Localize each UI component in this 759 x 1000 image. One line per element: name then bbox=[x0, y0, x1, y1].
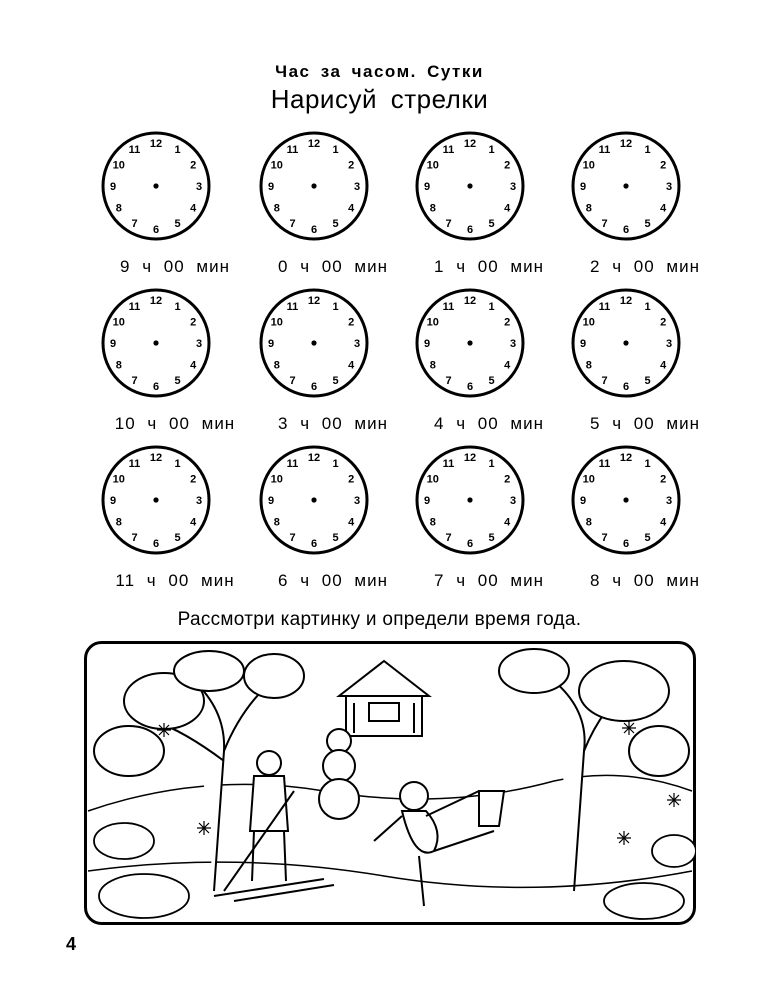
clock-numeral: 3 bbox=[509, 495, 517, 507]
clock-numeral: 7 bbox=[131, 532, 138, 545]
clock-numeral: 6 bbox=[152, 538, 160, 550]
clock-numeral: 10 bbox=[270, 159, 283, 172]
clock-numeral: 9 bbox=[423, 181, 431, 193]
clock-face-icon[interactable] bbox=[414, 130, 526, 246]
clock-numeral: 1 bbox=[332, 143, 339, 156]
clock-numeral: 2 bbox=[660, 316, 667, 329]
clock-numeral: 11 bbox=[442, 300, 455, 313]
clock-time-label: 3 ч 00 мин bbox=[278, 414, 388, 433]
clock-center-dot bbox=[467, 183, 472, 188]
clock-numeral: 4 bbox=[660, 359, 667, 372]
clock-exercise bbox=[100, 287, 250, 447]
clock-numeral: 10 bbox=[582, 159, 595, 172]
clock-center-dot bbox=[153, 183, 158, 188]
clock-numeral: 8 bbox=[585, 202, 592, 215]
clock-time-label: 2 ч 00 мин bbox=[590, 257, 700, 276]
clock-numeral: 7 bbox=[131, 375, 138, 388]
clock-numeral: 4 bbox=[190, 359, 197, 372]
clock-numeral: 6 bbox=[466, 538, 474, 550]
clock-numeral: 10 bbox=[426, 316, 439, 329]
clock-numeral: 3 bbox=[665, 338, 673, 350]
clock-numeral: 8 bbox=[585, 359, 592, 372]
clock-numeral: 11 bbox=[598, 143, 611, 156]
clock-numeral: 5 bbox=[644, 375, 651, 388]
clock-numeral: 10 bbox=[582, 473, 595, 486]
clock-numeral: 12 bbox=[307, 138, 321, 150]
clock-numeral: 1 bbox=[332, 300, 339, 313]
clock-numeral: 9 bbox=[267, 338, 275, 350]
clock-face-icon[interactable] bbox=[100, 130, 212, 246]
clock-time-label: 0 ч 00 мин bbox=[278, 257, 388, 276]
clock-numeral: 4 bbox=[348, 359, 355, 372]
clock-numeral: 5 bbox=[174, 532, 181, 545]
clock-numeral: 9 bbox=[267, 181, 275, 193]
clock-numeral: 4 bbox=[660, 202, 667, 215]
clock-numeral: 4 bbox=[660, 516, 667, 529]
clock-numeral: 7 bbox=[131, 218, 138, 231]
clock-numeral: 9 bbox=[579, 338, 587, 350]
clock-numeral: 1 bbox=[644, 300, 651, 313]
clock-numeral: 5 bbox=[332, 218, 339, 231]
clock-numeral: 9 bbox=[579, 495, 587, 507]
clock-numeral: 7 bbox=[445, 218, 452, 231]
clock-numeral: 8 bbox=[273, 202, 280, 215]
clock-numeral: 8 bbox=[429, 202, 436, 215]
clock-numeral: 7 bbox=[445, 375, 452, 388]
clock-numeral: 5 bbox=[644, 218, 651, 231]
clock-numeral: 10 bbox=[270, 316, 283, 329]
clock-numeral: 6 bbox=[152, 381, 160, 393]
clock-numeral: 8 bbox=[115, 516, 122, 529]
clock-time-label: 6 ч 00 мин bbox=[278, 571, 388, 590]
clock-center-dot bbox=[623, 183, 628, 188]
clock-numeral: 11 bbox=[286, 300, 299, 313]
clock-numeral: 11 bbox=[128, 143, 141, 156]
clock-numeral: 1 bbox=[174, 457, 181, 470]
clock-numeral: 4 bbox=[190, 202, 197, 215]
clock-numeral: 2 bbox=[190, 473, 197, 486]
clock-numeral: 8 bbox=[115, 202, 122, 215]
clock-numeral: 6 bbox=[466, 224, 474, 236]
clock-center-dot bbox=[153, 497, 158, 502]
clock-numeral: 6 bbox=[310, 224, 318, 236]
clock-time-label: 8 ч 00 мин bbox=[590, 571, 700, 590]
clock-center-dot bbox=[311, 183, 316, 188]
clock-numeral: 4 bbox=[348, 202, 355, 215]
clock-exercise bbox=[414, 444, 564, 604]
clock-numeral: 2 bbox=[348, 159, 355, 172]
clock-numeral: 4 bbox=[504, 202, 511, 215]
clock-numeral: 11 bbox=[128, 300, 141, 313]
clock-numeral: 5 bbox=[488, 218, 495, 231]
clock-numeral: 12 bbox=[463, 138, 477, 150]
clock-center-dot bbox=[467, 340, 472, 345]
clock-numeral: 9 bbox=[423, 495, 431, 507]
clock-numeral: 1 bbox=[174, 300, 181, 313]
clock-numeral: 1 bbox=[488, 457, 495, 470]
clock-numeral: 12 bbox=[463, 452, 477, 464]
clock-numeral: 12 bbox=[149, 295, 163, 307]
clock-numeral: 5 bbox=[174, 375, 181, 388]
clock-numeral: 11 bbox=[286, 143, 299, 156]
clock-center-dot bbox=[467, 497, 472, 502]
clock-numeral: 3 bbox=[665, 181, 673, 193]
clock-numeral: 8 bbox=[273, 359, 280, 372]
clock-numeral: 1 bbox=[644, 457, 651, 470]
clock-numeral: 9 bbox=[109, 181, 117, 193]
clock-numeral: 3 bbox=[195, 495, 203, 507]
clock-numeral: 6 bbox=[310, 381, 318, 393]
clock-numeral: 1 bbox=[332, 457, 339, 470]
clock-numeral: 7 bbox=[289, 218, 296, 231]
clock-numeral: 6 bbox=[622, 224, 630, 236]
clock-numeral: 7 bbox=[601, 375, 608, 388]
clock-numeral: 2 bbox=[348, 316, 355, 329]
clock-numeral: 4 bbox=[348, 516, 355, 529]
clock-face-icon[interactable] bbox=[258, 287, 370, 403]
clock-center-dot bbox=[623, 340, 628, 345]
clock-numeral: 6 bbox=[466, 381, 474, 393]
clock-numeral: 2 bbox=[504, 159, 511, 172]
clock-face-icon[interactable] bbox=[258, 444, 370, 560]
clock-exercise bbox=[100, 130, 250, 290]
clock-face-icon[interactable] bbox=[414, 444, 526, 560]
clock-exercise bbox=[258, 287, 408, 447]
clock-face-icon[interactable] bbox=[570, 444, 682, 560]
clock-numeral: 3 bbox=[195, 338, 203, 350]
clock-face-icon[interactable] bbox=[414, 287, 526, 403]
clock-numeral: 2 bbox=[190, 159, 197, 172]
clock-numeral: 11 bbox=[442, 457, 455, 470]
clock-numeral: 10 bbox=[426, 473, 439, 486]
clock-numeral: 11 bbox=[598, 300, 611, 313]
clock-numeral: 11 bbox=[286, 457, 299, 470]
clock-numeral: 2 bbox=[504, 316, 511, 329]
clock-numeral: 9 bbox=[267, 495, 275, 507]
clock-numeral: 2 bbox=[348, 473, 355, 486]
clock-numeral: 6 bbox=[622, 538, 630, 550]
task-instruction: Рассмотри картинку и определи время года. bbox=[177, 609, 582, 630]
clock-numeral: 10 bbox=[426, 159, 439, 172]
clock-exercise bbox=[570, 130, 720, 290]
clock-numeral: 9 bbox=[109, 338, 117, 350]
clock-numeral: 3 bbox=[353, 338, 361, 350]
clock-numeral: 10 bbox=[112, 159, 125, 172]
clock-numeral: 5 bbox=[644, 532, 651, 545]
clock-numeral: 7 bbox=[445, 532, 452, 545]
clock-numeral: 12 bbox=[307, 452, 321, 464]
clock-numeral: 8 bbox=[585, 516, 592, 529]
clock-center-dot bbox=[623, 497, 628, 502]
clock-numeral: 9 bbox=[109, 495, 117, 507]
clock-numeral: 12 bbox=[619, 452, 633, 464]
clock-time-label: 1 ч 00 мин bbox=[434, 257, 544, 276]
clock-numeral: 12 bbox=[463, 295, 477, 307]
clock-time-label: 9 ч 00 мин bbox=[120, 257, 230, 276]
clock-numeral: 8 bbox=[429, 516, 436, 529]
clock-face-icon[interactable] bbox=[570, 130, 682, 246]
clock-numeral: 6 bbox=[152, 224, 160, 236]
clock-numeral: 10 bbox=[582, 316, 595, 329]
section-subtitle: Час за часом. Сутки bbox=[275, 62, 484, 81]
clock-time-label: 11 ч 00 мин bbox=[115, 571, 235, 590]
clock-center-dot bbox=[153, 340, 158, 345]
clock-numeral: 5 bbox=[174, 218, 181, 231]
clock-face-icon[interactable] bbox=[100, 444, 212, 560]
clock-numeral: 2 bbox=[660, 473, 667, 486]
clock-exercise bbox=[570, 444, 720, 604]
clock-numeral: 4 bbox=[190, 516, 197, 529]
clock-numeral: 1 bbox=[488, 300, 495, 313]
clock-numeral: 6 bbox=[622, 381, 630, 393]
clock-face-icon[interactable] bbox=[258, 130, 370, 246]
clock-numeral: 5 bbox=[332, 375, 339, 388]
clock-numeral: 10 bbox=[112, 473, 125, 486]
clock-numeral: 12 bbox=[149, 452, 163, 464]
clock-numeral: 9 bbox=[423, 338, 431, 350]
clock-numeral: 2 bbox=[190, 316, 197, 329]
clock-numeral: 6 bbox=[310, 538, 318, 550]
clock-numeral: 2 bbox=[504, 473, 511, 486]
clock-time-label: 10 ч 00 мин bbox=[114, 414, 236, 433]
clock-numeral: 7 bbox=[601, 218, 608, 231]
clock-numeral: 11 bbox=[128, 457, 141, 470]
clock-exercise bbox=[258, 130, 408, 290]
clock-center-dot bbox=[311, 340, 316, 345]
clock-numeral: 8 bbox=[115, 359, 122, 372]
clock-exercise bbox=[258, 444, 408, 604]
winter-scene-illustration bbox=[84, 641, 696, 925]
clock-numeral: 4 bbox=[504, 359, 511, 372]
clock-exercise bbox=[414, 130, 564, 290]
clock-numeral: 5 bbox=[488, 375, 495, 388]
clock-numeral: 7 bbox=[601, 532, 608, 545]
clock-numeral: 8 bbox=[429, 359, 436, 372]
clock-numeral: 12 bbox=[307, 295, 321, 307]
clock-exercise bbox=[100, 444, 250, 604]
clock-numeral: 10 bbox=[270, 473, 283, 486]
clock-numeral: 7 bbox=[289, 532, 296, 545]
clock-numeral: 11 bbox=[598, 457, 611, 470]
clock-numeral: 3 bbox=[353, 495, 361, 507]
clock-face-icon[interactable] bbox=[100, 287, 212, 403]
clock-numeral: 4 bbox=[504, 516, 511, 529]
clock-numeral: 10 bbox=[112, 316, 125, 329]
clock-time-label: 5 ч 00 мин bbox=[590, 414, 700, 433]
clock-numeral: 3 bbox=[509, 181, 517, 193]
page-number: 4 bbox=[66, 934, 77, 954]
clock-numeral: 9 bbox=[579, 181, 587, 193]
clock-numeral: 1 bbox=[174, 143, 181, 156]
clock-exercise bbox=[414, 287, 564, 447]
clock-numeral: 1 bbox=[488, 143, 495, 156]
clock-numeral: 3 bbox=[195, 181, 203, 193]
clock-numeral: 5 bbox=[488, 532, 495, 545]
clock-numeral: 3 bbox=[665, 495, 673, 507]
clock-numeral: 3 bbox=[509, 338, 517, 350]
clock-center-dot bbox=[311, 497, 316, 502]
clock-numeral: 2 bbox=[660, 159, 667, 172]
clock-exercise bbox=[570, 287, 720, 447]
clock-numeral: 5 bbox=[332, 532, 339, 545]
page-title: Нарисуй стрелки bbox=[270, 84, 489, 114]
clock-numeral: 11 bbox=[442, 143, 455, 156]
clock-face-icon[interactable] bbox=[570, 287, 682, 403]
clock-time-label: 7 ч 00 мин bbox=[434, 571, 544, 590]
clock-numeral: 12 bbox=[149, 138, 163, 150]
clock-numeral: 7 bbox=[289, 375, 296, 388]
clock-numeral: 8 bbox=[273, 516, 280, 529]
clock-numeral: 3 bbox=[353, 181, 361, 193]
clock-numeral: 12 bbox=[619, 138, 633, 150]
clock-time-label: 4 ч 00 мин bbox=[434, 414, 544, 433]
clock-numeral: 1 bbox=[644, 143, 651, 156]
clock-numeral: 12 bbox=[619, 295, 633, 307]
